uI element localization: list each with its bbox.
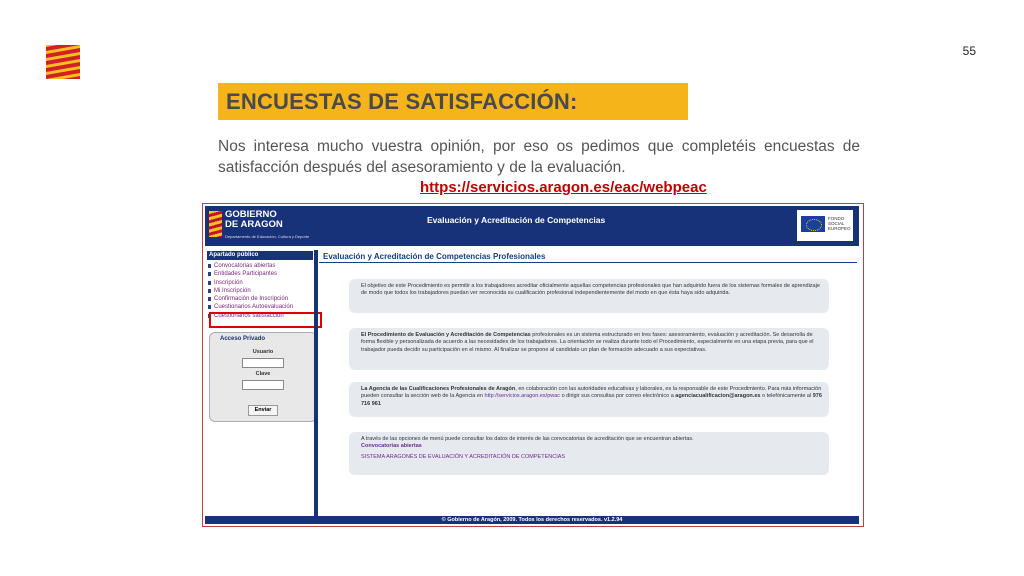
procedure-title: El Procedimiento de Evaluación y Acreditación de Competencias <box>361 332 531 338</box>
menu-item-convocatorias[interactable]: Convocatorias abiertas <box>207 262 315 270</box>
site-footer: © Gobierno de Aragón, 2009. Todos los derechos reservados. v1.2.94 <box>205 516 859 524</box>
menu-item-inscripcion[interactable]: Inscripción <box>207 279 315 287</box>
logo-line1: GOBIERNO <box>225 209 277 220</box>
logo-subtitle: Departamento de Educación, Cultura y Deporte <box>225 234 310 239</box>
aragon-flag-logo <box>46 45 80 79</box>
agency-phone: 976 716 961 <box>361 393 822 407</box>
content-heading: Evaluación y Acreditación de Competencias Profesionales <box>323 252 546 261</box>
agency-text-2: o dirigir sus consultas por correo electrónico a <box>560 393 676 400</box>
user-label: Usuario <box>252 349 274 355</box>
convocatorias-text: A través de las opciones de menú puede consultar los datos de interés de las convocatorias de acreditación que se encuentran abiertas. <box>361 436 694 442</box>
submit-button[interactable]: Enviar <box>248 405 278 416</box>
page-title: ENCUESTAS DE SATISFACCIÓN: <box>226 89 578 114</box>
content-divider <box>314 250 318 518</box>
menu-item-confirmacion[interactable]: Confirmación de Inscripción <box>207 295 315 303</box>
slide-number: 55 <box>962 44 976 58</box>
eu-fund-text: FONDO SOCIAL EUROPEO <box>828 216 851 231</box>
agency-title: La Agencia de las Cualificaciones Profesionales de Aragón <box>361 386 516 392</box>
eu-flag-icon <box>801 216 825 232</box>
user-input[interactable] <box>242 358 284 368</box>
password-input[interactable] <box>242 380 284 390</box>
website-screenshot <box>202 203 864 527</box>
agency-email[interactable]: agenciacualificacion@aragon.es <box>675 393 761 400</box>
agency-text: , en colaboración con las autoridades educativas y laborales, es la responsable de este Procedimiento. Para más información pueden consultar la sección web de la Agencia en <box>361 386 822 400</box>
title-banner <box>218 83 688 120</box>
intro-text: Nos interesa mucho vuestra opinión, por eso os pedimos que completéis encuestas de satisfacción después del asesoramiento y de la evaluación. <box>218 138 860 176</box>
agency-text-3: o telefónicamente al <box>760 393 813 400</box>
password-label: Clave <box>255 371 271 377</box>
menu-item-mi-inscripcion[interactable]: Mi Inscripción <box>207 287 315 295</box>
menu-item-autoevaluacion[interactable]: Cuestionarios Autoevaluación <box>207 303 315 311</box>
info-box-procedure <box>349 328 829 370</box>
info-box-convocatorias <box>349 432 829 475</box>
info-box-objective <box>349 279 829 313</box>
gobierno-aragon-logo <box>209 211 222 237</box>
objective-text: El objetivo de este Procedimiento es permitir a los trabajadores acreditar oficialmente aquellas competencias profesionales que han adquirido fuera de los sistemas formales de aprendizaje de modo que todos los trabajadores puedan ver reconocida su cualificación profesional independientemente del modo en que ésta haya sido adquirida. <box>361 283 820 297</box>
logo-line2: DE ARAGON <box>225 219 283 230</box>
sidebar-title: Apartado público <box>207 251 313 260</box>
info-box-agency <box>349 382 829 417</box>
logo-text <box>225 210 283 230</box>
survey-link[interactable]: https://servicios.aragon.es/eac/webpeac <box>420 179 707 196</box>
procedure-text: profesionales es un sistema estructurado en tres fases: asesoramiento, evaluación y acreditación. Se desarrolla de forma flexible y personalizada de acuerdo a las necesidades de los trabajadores. La orientación se realiza durante todo el Procedimiento, especialmente en una etapa previa, para que el trabajador pueda decidir su participación en el mismo. Al finalizar se propone al candidato un plan de formación adecuado a sus expectativas. <box>361 332 814 353</box>
satisfaction-highlight-box <box>209 312 322 328</box>
eu-fund-badge <box>797 210 853 241</box>
site-header <box>205 206 859 246</box>
heading-underline <box>319 262 857 263</box>
site-title: Evaluación y Acreditación de Competencias <box>427 215 606 225</box>
menu-item-satisfaccion[interactable]: Cuestionarios satisfacción <box>207 312 315 320</box>
menu-item-entidades[interactable]: Entidades Participantes <box>207 270 315 278</box>
system-name: SISTEMA ARAGONÉS DE EVALUACIÓN Y ACREDITACIÓN DE COMPETENCIAS <box>361 453 566 460</box>
login-panel <box>209 332 317 422</box>
agency-web-link[interactable]: http://servicios.aragon.es/pwac <box>484 393 561 400</box>
convocatorias-link[interactable]: Convocatorias abiertas <box>361 443 422 450</box>
login-legend: Acceso Privado <box>220 336 266 342</box>
